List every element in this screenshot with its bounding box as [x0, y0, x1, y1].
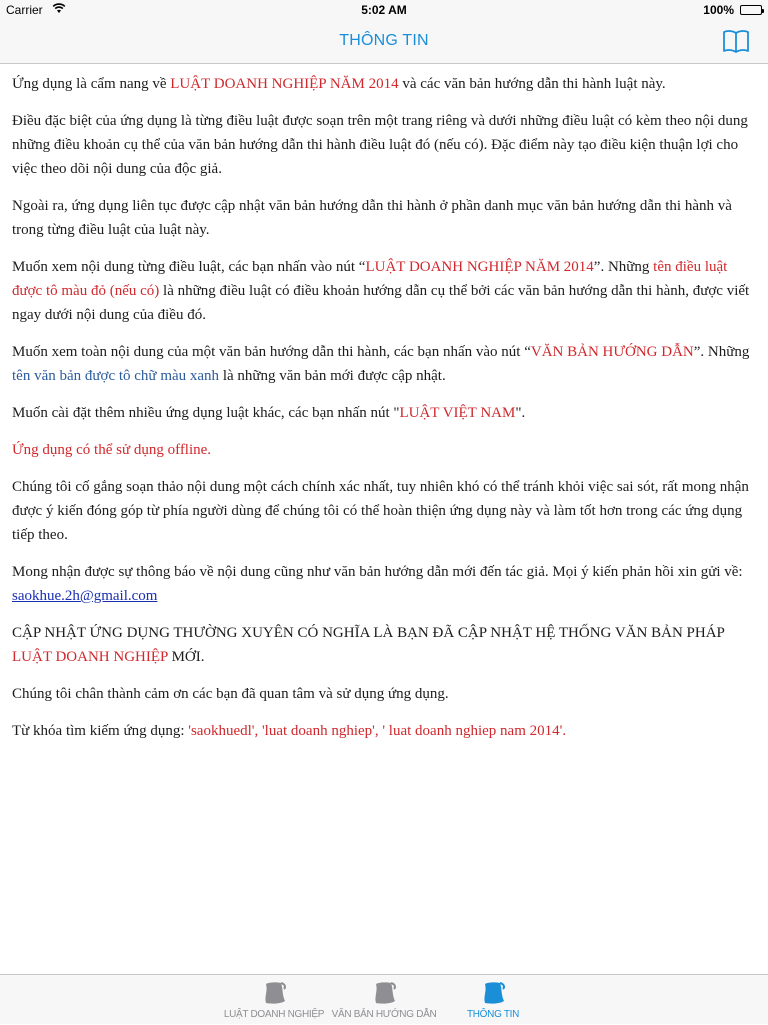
search-keywords: 'saokhuedl', 'luat doanh nghiep', ' luat doanh nghiep nam 2014'.	[188, 723, 567, 739]
red-article-note: tên điều luật được tô màu đỏ (nếu có)	[12, 259, 728, 299]
tab-van-ban-huong-dan[interactable]	[329, 975, 439, 1025]
guide-button-name: VĂN BẢN HƯỚNG DẪN	[530, 344, 694, 360]
offline-note: Ứng dụng có thể sử dụng offline.	[12, 442, 212, 458]
tab-label: THÔNG TIN	[466, 1009, 520, 1020]
status-time: 5:02 AM	[361, 3, 407, 17]
blue-document-note: tên văn bản được tô chữ màu xanh	[12, 368, 220, 384]
law-button-name: LUẬT DOANH NGHIỆP NĂM 2014	[365, 259, 594, 275]
book-icon[interactable]	[722, 28, 750, 54]
guide-button-paragraph: Muốn xem toàn nội dung của một văn bản hướng dẫn thi hành, các bạn nhấn vào nút “VĂN BẢN HƯỚNG DẪN”. Những tên văn bản được tô chữ màu xanh là những văn bản mới được cập nhật.	[12, 344, 750, 384]
scroll-icon	[369, 980, 399, 1006]
law-name-highlight: LUẬT DOANH NGHIỆP NĂM 2014	[170, 76, 399, 92]
law-name-highlight-2: LUẬT DOANH NGHIỆP	[12, 649, 168, 665]
feedback-paragraph: Chúng tôi cố gắng soạn thảo nội dung một cách chính xác nhất, tuy nhiên khó có thể tránh khỏi việc sai sót, rất mong nhận được ý kiến đóng góp từ phía người dùng để chúng tôi có thể hoàn thiện ứng dụng này và làm tốt hơn trong các ứng dụng tiếp theo.	[12, 479, 749, 543]
navigation-bar	[0, 20, 768, 64]
tab-label: LUẬT DOANH NGHIỆP	[223, 1009, 325, 1020]
contact-paragraph: Mong nhận được sự thông báo về nội dung cũng như văn bản hướng dẫn mới đến tác giả. Mọi ý kiến phản hồi xin gửi về: saokhue.2h@gmail.com	[12, 564, 743, 604]
tab-label: VĂN BẢN HƯỚNG DẪN	[331, 1009, 437, 1020]
tab-bar	[0, 974, 768, 1024]
intro-paragraph: Ứng dụng là cẩm nang về LUẬT DOANH NGHIỆP NĂM 2014 và các văn bản hướng dẫn thi hành luật này.	[12, 76, 666, 92]
tab-luat-doanh-nghiep[interactable]	[219, 975, 329, 1025]
feature-paragraph: Điều đặc biệt của ứng dụng là từng điều luật được soạn trên một trang riêng và dưới những điều luật có kèm theo nội dung những điều khoản cụ thể của văn bản hướng dẫn thi hành điều luật đó (nếu có). Đặc điểm này tạo điều kiện thuận lợi cho việc theo dõi nội dung của độc giả.	[12, 113, 748, 177]
vietnam-law-button-name: LUẬT VIỆT NAM	[399, 405, 516, 421]
scroll-icon	[478, 980, 508, 1006]
email-link[interactable]: saokhue.2h@gmail.com	[12, 588, 158, 604]
update-paragraph: Ngoài ra, ứng dụng liên tục được cập nhật văn bản hướng dẫn thi hành ở phần danh mục văn bản hướng dẫn thi hành và trong từng điều luật của luật này.	[12, 198, 732, 238]
thanks-paragraph: Chúng tôi chân thành cảm ơn các bạn đã quan tâm và sử dụng ứng dụng.	[12, 686, 449, 702]
law-button-paragraph: Muốn xem nội dung từng điều luật, các bạn nhấn vào nút “LUẬT DOANH NGHIỆP NĂM 2014”. Những tên điều luật được tô màu đỏ (nếu có) là những điều luật có điều khoản hướng dẫn cụ thể bởi các văn bản hướng dẫn thi hành, được viết ngay dưới nội dung của điều đó.	[12, 259, 750, 323]
status-bar	[0, 0, 768, 20]
scroll-icon	[259, 980, 289, 1006]
keywords-paragraph: Từ khóa tìm kiếm ứng dụng: 'saokhuedl', 'luat doanh nghiep', ' luat doanh nghiep nam 2014'.	[12, 723, 567, 739]
update-notice-paragraph: CẬP NHẬT ỨNG DỤNG THƯỜNG XUYÊN CÓ NGHĨA LÀ BẠN ĐÃ CẬP NHẬT HỆ THỐNG VĂN BẢN PHÁP LUẬT DOANH NGHIỆP MỚI.	[12, 625, 725, 665]
page-title: THÔNG TIN	[339, 32, 429, 49]
battery-icon	[740, 5, 762, 15]
battery-percent: 100%	[703, 3, 734, 17]
install-paragraph: Muốn cài đặt thêm nhiều ứng dụng luật khác, các bạn nhấn nút "LUẬT VIỆT NAM".	[12, 405, 526, 421]
info-content	[0, 64, 768, 974]
tab-thong-tin[interactable]	[438, 975, 548, 1025]
carrier-label: Carrier	[6, 3, 43, 17]
